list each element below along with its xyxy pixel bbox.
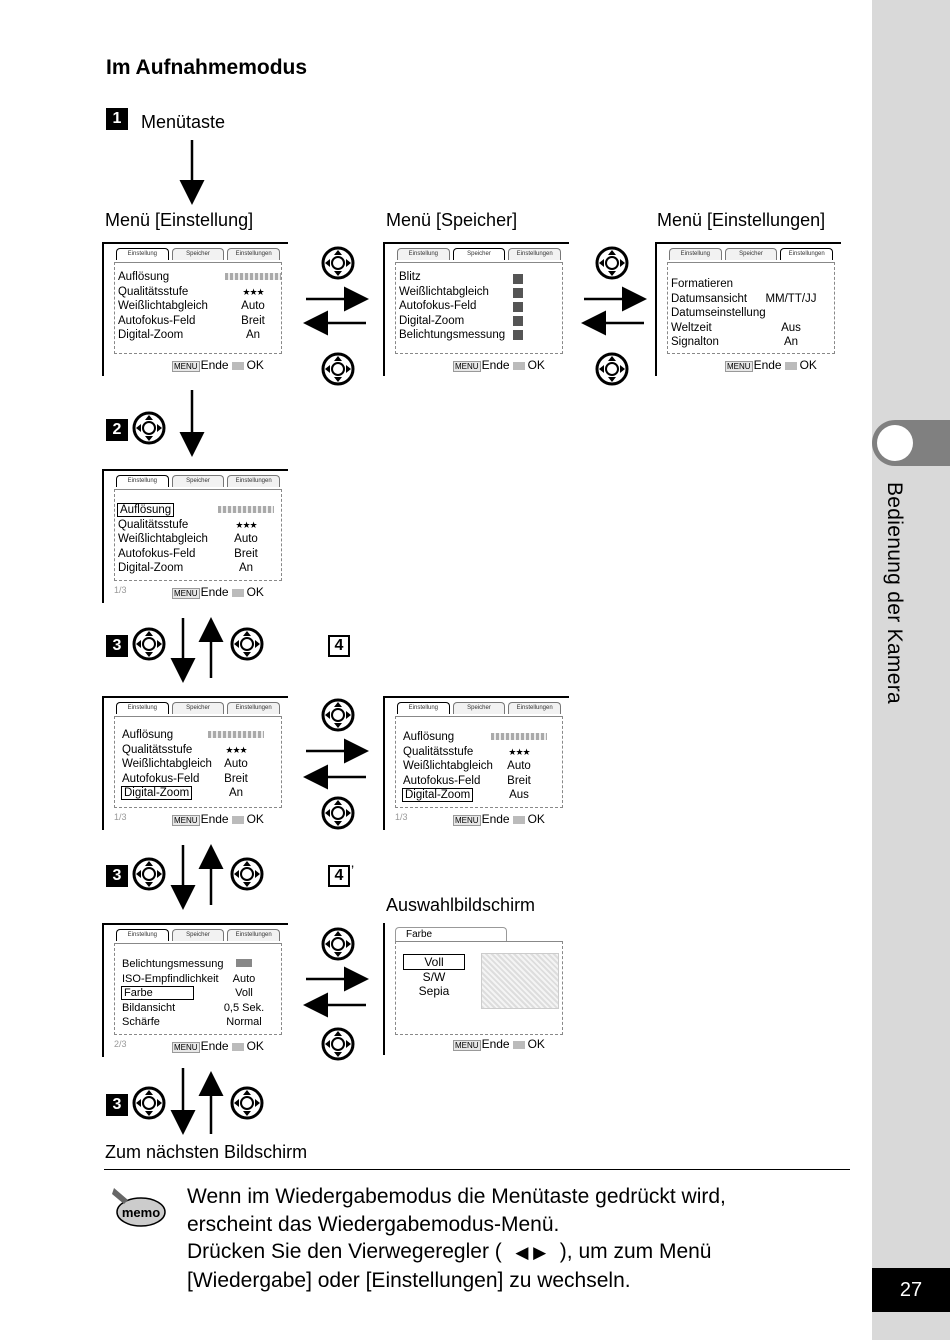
row-label: Auflösung: [118, 271, 170, 283]
row-label: Autofokus-Feld: [403, 774, 481, 787]
row-label: Weißlichtabgleich: [118, 533, 208, 546]
row-value: Breit: [234, 547, 258, 560]
screen-footer: MENU Ende OK: [455, 358, 545, 372]
tab-speicher: Speicher: [172, 929, 225, 941]
four-way-controller-icon: [132, 411, 166, 445]
section-dot-icon: [877, 425, 913, 461]
tab-speicher: Speicher: [453, 702, 506, 714]
row-value: Aus: [509, 789, 529, 802]
tab-einstellungen: Einstellungen: [227, 475, 280, 487]
four-way-controller-icon: [321, 246, 355, 280]
four-way-controller-icon: [230, 1086, 264, 1120]
note-line: ), um zum Menü: [559, 1240, 712, 1263]
tab-einstellung: Einstellung: [397, 248, 450, 260]
screen-digital-zoom-aus: [383, 696, 569, 830]
four-way-controller-icon: [132, 627, 166, 661]
note-line: Wenn im Wiedergabemodus die Menütaste gedrückt wird,: [187, 1185, 726, 1208]
step-4b-suffix: ’: [351, 862, 355, 878]
four-way-controller-icon: [132, 857, 166, 891]
tab-einstellungen: Einstellungen: [227, 929, 280, 941]
section-tab-marker: [872, 420, 950, 466]
row-label: Autofokus-Feld: [399, 300, 477, 313]
row-label: Bildansicht: [122, 1001, 176, 1014]
row-label: Weißlichtabgleich: [118, 300, 208, 313]
screen-footer: MENU Ende OK: [174, 812, 264, 826]
metering-icon: [236, 959, 252, 967]
row-label: Blitz: [399, 271, 421, 283]
menu-label-speicher: Menü [Speicher]: [386, 210, 518, 230]
step-2-badge: 2: [106, 419, 128, 441]
row-label: Weltzeit: [671, 321, 712, 334]
page-indicator: 1/3: [395, 812, 408, 822]
row-label: Digital-Zoom: [399, 314, 465, 327]
ok-button-icon: [513, 816, 525, 824]
preview-image: [481, 953, 559, 1009]
screen-einstellung: [102, 242, 288, 376]
four-way-controller-icon: [230, 627, 264, 661]
step-4b-badge: 4: [328, 865, 350, 887]
step-3-badge: 3: [106, 865, 128, 887]
left-right-arrows-icon: ◀ ▶: [515, 1243, 547, 1262]
tab-einstellung: Einstellung: [397, 702, 450, 714]
tab-einstellung: Einstellung: [116, 475, 169, 487]
tab-einstellung: Einstellung: [116, 248, 169, 260]
screen-digital-zoom-an: [102, 696, 288, 830]
note-line: Drücken Sie den Vierwegeregler (: [187, 1240, 502, 1263]
ok-button-icon: [513, 362, 525, 370]
menu-label-einstellungen: Menü [Einstellungen]: [657, 210, 826, 230]
four-way-controller-icon: [321, 698, 355, 732]
tab-speicher: Speicher: [453, 248, 506, 260]
row-label: Formatieren: [671, 278, 733, 290]
tab-einstellungen: Einstellungen: [508, 702, 561, 714]
row-value: An: [245, 329, 261, 342]
row-label: Qualitätsstufe: [122, 743, 193, 756]
ok-button-icon: [513, 1041, 525, 1049]
four-way-controller-icon: [321, 927, 355, 961]
row-label: ISO-Empfindlichkeit: [122, 972, 219, 985]
row-label: Qualitätsstufe: [403, 745, 474, 758]
screen-footer: MENU Ende OK: [174, 1039, 264, 1053]
row-value: Voll: [235, 987, 253, 1000]
screen-footer: MENU Ende OK: [455, 812, 545, 826]
auswahl-title: Auswahlbildschirm: [386, 895, 536, 915]
page-indicator: 1/3: [114, 585, 127, 595]
row-label: Belichtungsmessung: [399, 329, 506, 342]
row-value: An: [783, 336, 799, 349]
screen-auswahl: [383, 923, 569, 1055]
screen-speicher: [383, 242, 569, 376]
row-value: An: [228, 787, 244, 800]
option: S/W: [422, 969, 446, 984]
row-label: Datumseinstellung: [671, 307, 766, 320]
auswahl-tab: Farbe: [395, 927, 507, 942]
row-label: Qualitätsstufe: [118, 285, 189, 298]
tab-einstellung: Einstellung: [116, 702, 169, 714]
four-way-controller-icon: [321, 796, 355, 830]
row-value: Breit: [507, 774, 531, 787]
step-3-badge: 3: [106, 635, 128, 657]
row-label: Digital-Zoom: [118, 562, 184, 575]
row-value: An: [238, 562, 254, 575]
row-label: Weißlichtabgleich: [399, 285, 489, 298]
resolution-value-icon: [491, 733, 547, 740]
four-way-controller-icon: [230, 857, 264, 891]
memo-note: [187, 1183, 847, 1294]
row-label: Belichtungsmessung: [122, 958, 224, 970]
resolution-value-icon: [218, 506, 274, 513]
tab-einstellungen: Einstellungen: [227, 702, 280, 714]
quality-stars-icon: ★★★: [508, 746, 530, 757]
tab-einstellung: Einstellung: [116, 929, 169, 941]
tab-speicher: Speicher: [172, 475, 225, 487]
page-heading: Im Aufnahmemodus: [106, 56, 308, 79]
row-label-selected: Digital-Zoom: [124, 787, 190, 800]
page-number: 27: [872, 1268, 950, 1312]
row-value: MM/TT/JJ: [765, 292, 817, 305]
row-value: Auto: [241, 300, 265, 313]
row-label-selected: Auflösung: [120, 504, 172, 516]
tab-einstellung: Einstellung: [669, 248, 722, 260]
row-value: Auto: [234, 533, 258, 546]
row-label: Schärfe: [122, 1016, 160, 1029]
tab-speicher: Speicher: [172, 248, 225, 260]
next-screen-label: Zum nächsten Bildschirm: [105, 1142, 308, 1162]
row-value: Aus: [781, 321, 801, 334]
quality-stars-icon: ★★★: [225, 744, 247, 755]
screen-footer: MENU Ende OK: [455, 1037, 545, 1051]
divider: [104, 1169, 850, 1170]
section-title: Bedienung der Kamera: [883, 482, 906, 704]
screen-farbe-menu: [102, 923, 288, 1057]
row-value: Normal: [226, 1016, 262, 1029]
svg-text:memo: memo: [121, 1205, 161, 1220]
row-label: Auflösung: [122, 729, 174, 741]
tab-speicher: Speicher: [725, 248, 778, 260]
four-way-controller-icon: [132, 1086, 166, 1120]
row-value: [761, 306, 821, 321]
ok-button-icon: [232, 816, 244, 824]
four-way-controller-icon: [595, 246, 629, 280]
row-label-selected: Farbe: [122, 987, 193, 999]
page-indicator: 2/3: [114, 1039, 127, 1049]
row-value: Auto: [224, 758, 248, 771]
row-label: Weißlichtabgleich: [403, 760, 493, 773]
row-value: Breit: [241, 314, 265, 327]
row-value: 0,5 Sek.: [223, 1001, 265, 1014]
row-label: Auflösung: [403, 731, 455, 743]
row-label: Autofokus-Feld: [118, 314, 196, 327]
tab-einstellungen: Einstellungen: [508, 248, 561, 260]
four-way-controller-icon: [321, 352, 355, 386]
quality-stars-icon: ★★★: [242, 286, 264, 297]
ok-button-icon: [232, 362, 244, 370]
step-4-badge: 4: [328, 635, 350, 657]
note-line: [Wiedergabe] oder [Einstellungen] zu wechseln.: [187, 1268, 631, 1292]
ok-button-icon: [232, 1043, 244, 1051]
resolution-value-icon: [225, 273, 281, 280]
row-label: Digital-Zoom: [118, 329, 184, 342]
row-value: Auto: [232, 972, 256, 985]
step-1-badge: 1: [106, 108, 128, 130]
row-label: Qualitätsstufe: [118, 518, 189, 531]
tab-einstellungen: Einstellungen: [227, 248, 280, 260]
row-label: Autofokus-Feld: [122, 772, 200, 785]
four-way-controller-icon: [595, 352, 629, 386]
step-3-badge: 3: [106, 1094, 128, 1116]
row-label: Signalton: [671, 336, 719, 349]
row-value: Auto: [507, 760, 531, 773]
row-label: Autofokus-Feld: [118, 547, 196, 560]
four-way-controller-ok-icon: [321, 1027, 355, 1061]
row-value: Breit: [224, 772, 248, 785]
screen-footer: MENU Ende OK: [174, 358, 264, 372]
step-1-label: Menütaste: [141, 112, 226, 132]
quality-stars-icon: ★★★: [235, 519, 257, 530]
option: Sepia: [418, 984, 450, 998]
screen-einstellung-selected: [102, 469, 288, 603]
resolution-value-icon: [208, 731, 264, 738]
screen-footer: MENU Ende OK: [174, 585, 264, 599]
page-indicator: 1/3: [114, 812, 127, 822]
row-label-selected: Digital-Zoom: [405, 789, 471, 802]
ok-button-icon: [785, 362, 797, 370]
memo-icon: [108, 1180, 166, 1228]
ok-button-icon: [232, 589, 244, 597]
checkbox-column-icon: [513, 274, 523, 344]
note-line: erscheint das Wiedergabemodus-Menü.: [187, 1212, 560, 1236]
menu-label-einstellung: Menü [Einstellung]: [105, 210, 254, 230]
row-value: [761, 277, 821, 292]
tab-einstellungen: Einstellungen: [780, 248, 833, 260]
tab-speicher: Speicher: [172, 702, 225, 714]
row-label: Weißlichtabgleich: [122, 758, 212, 771]
option-selected: Voll: [404, 955, 463, 969]
screen-footer: MENU Ende OK: [727, 358, 817, 372]
row-label: Datumsansicht: [671, 292, 748, 305]
screen-einstellungen: [655, 242, 841, 376]
